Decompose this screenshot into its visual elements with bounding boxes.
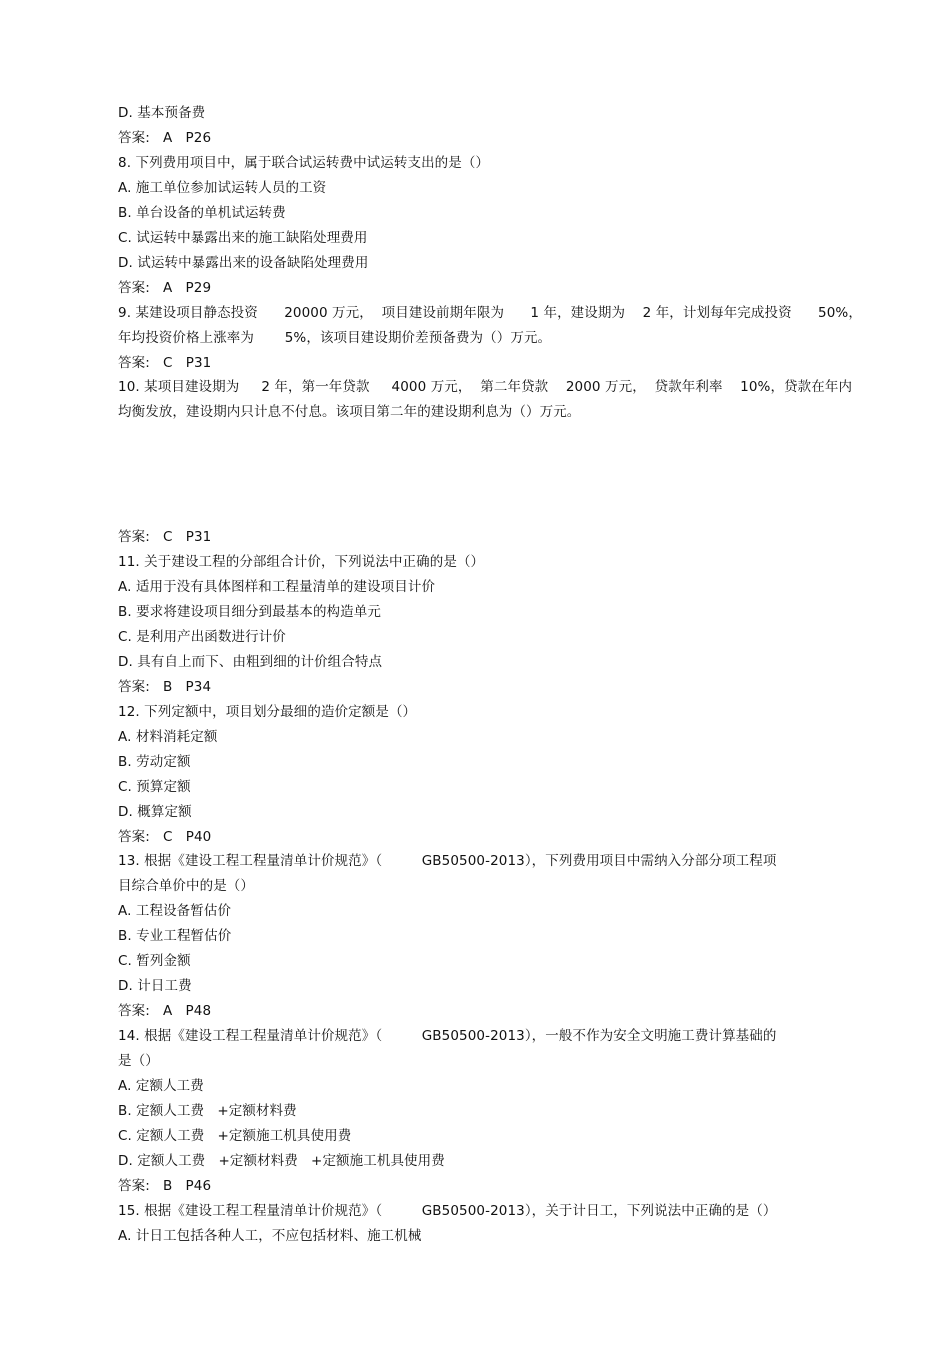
answer-line: 答案: A P29 (118, 280, 212, 296)
question-text-continued: 目综合单价中的是（） (118, 878, 254, 894)
option-text: C. 暂列金额 (118, 953, 191, 969)
answer-line: 答案: C P31 (118, 355, 212, 371)
question-text-continued: 是（） (118, 1053, 159, 1069)
option-text: B. 单台设备的单机试运转费 (118, 205, 286, 221)
answer-line: 答案: A P26 (118, 130, 212, 146)
answer-line: 答案: C P40 (118, 829, 212, 845)
option-text: A. 施工单位参加试运转人员的工资 (118, 180, 327, 196)
question-text-continued: 均衡发放，建设期内只计息不付息。该项目第二年的建设期利息为（）万元。 (118, 404, 581, 420)
option-text: B. 要求将建设项目细分到最基本的构造单元 (118, 604, 381, 620)
question-text: 10. 某项目建设期为 2 年，第一年贷款 4000 万元， 第二年贷款 2000 万元， 贷款年利率 10%，贷款在年内 (118, 379, 853, 395)
option-text: D. 试运转中暴露出来的设备缺陷处理费用 (118, 255, 369, 271)
option-text: C. 定额人工费 +定额施工机具使用费 (118, 1128, 352, 1144)
answer-line: 答案: A P48 (118, 1003, 212, 1019)
question-text: 12. 下列定额中，项目划分最细的造价定额是（） (118, 704, 417, 720)
option-text: A. 定额人工费 (118, 1078, 204, 1094)
option-text: D. 基本预备费 (118, 105, 206, 121)
answer-line: 答案: C P31 (118, 529, 212, 545)
option-text: A. 材料消耗定额 (118, 729, 218, 745)
question-text: 14. 根据《建设工程工程量清单计价规范》（ GB50500-2013），一般不作为安全文明施工费计算基础的 (118, 1028, 777, 1044)
question-text: 15. 根据《建设工程工程量清单计价规范》（ GB50500-2013），关于计日工，下列说法中正确的是（） (118, 1203, 777, 1219)
option-text: D. 具有自上而下、由粗到细的计价组合特点 (118, 654, 383, 670)
option-text: D. 定额人工费 +定额材料费 +定额施工机具使用费 (118, 1153, 445, 1169)
answer-line: 答案: B P46 (118, 1178, 212, 1194)
option-text: B. 劳动定额 (118, 754, 191, 770)
option-text: B. 专业工程暂估价 (118, 928, 232, 944)
question-text: 11. 关于建设工程的分部组合计价，下列说法中正确的是（） (118, 554, 485, 570)
option-text: B. 定额人工费 +定额材料费 (118, 1103, 297, 1119)
question-text-continued: 年均投资价格上涨率为 5%，该项目建设期价差预备费为（）万元。 (118, 330, 552, 346)
option-text: D. 计日工费 (118, 978, 192, 994)
option-text: C. 是利用产出函数进行计价 (118, 629, 286, 645)
question-text: 8. 下列费用项目中，属于联合试运转费中试运转支出的是（） (118, 155, 490, 171)
answer-line: 答案: B P34 (118, 679, 212, 695)
option-text: A. 工程设备暂估价 (118, 903, 232, 919)
option-text: A. 适用于没有具体图样和工程量清单的建设项目计价 (118, 579, 436, 595)
option-text: A. 计日工包括各种人工，不应包括材料、施工机械 (118, 1228, 422, 1244)
option-text: C. 试运转中暴露出来的施工缺陷处理费用 (118, 230, 368, 246)
option-text: C. 预算定额 (118, 779, 191, 795)
question-text: 13. 根据《建设工程工程量清单计价规范》（ GB50500-2013），下列费用项目中需纳入分部分项工程项 (118, 853, 777, 869)
question-text: 9. 某建设项目静态投资 20000 万元， 项目建设前期年限为 1 年，建设期为 2 年，计划每年完成投资 50%， (118, 305, 862, 321)
option-text: D. 概算定额 (118, 804, 192, 820)
